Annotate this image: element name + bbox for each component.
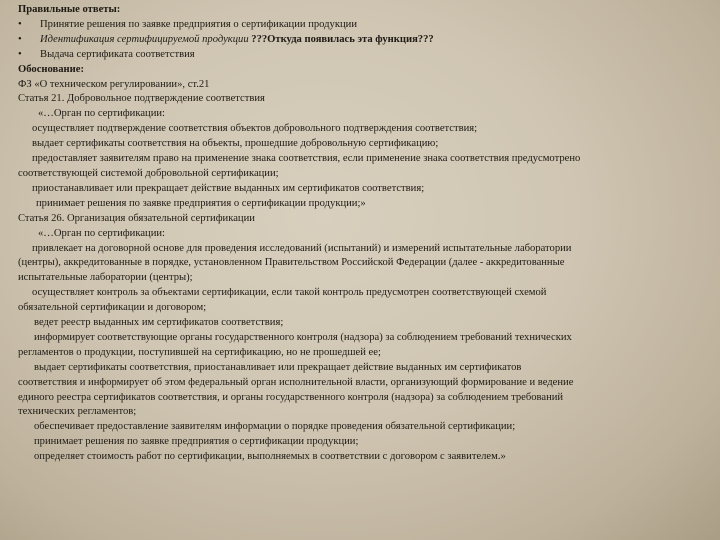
justification-heading: Обоснование:	[18, 63, 84, 75]
text-line: предоставляет заявителям право на применение знака соответствия, если применение знака соответствия предусмотрено	[32, 153, 581, 165]
text-line: выдает сертификаты соответствия на объекты, прошедшие добровольную сертификацию;	[32, 138, 439, 150]
text-line: выдает сертификаты соответствия, приостанавливает или прекращает действие выданных им сертификатов	[34, 361, 522, 373]
text-line: обеспечивает предоставление заявителям информации о порядке проведения обязательной сертификации;	[34, 421, 516, 433]
bullet-text: Принятие решения по заявке предприятия о сертификации продукции	[40, 18, 357, 30]
text-line: единого реестра сертификатов соответствия, и органы государственного контроля (надзора) за соблюдением требований	[18, 391, 564, 403]
text-line: принимает решения по заявке предприятия о сертификации продукции;»	[36, 197, 366, 209]
text-line: «…Орган по сертификации:	[38, 108, 165, 120]
slide-text-body	[18, 3, 708, 465]
bullet-item-3	[18, 48, 708, 63]
text-line: осуществляет подтверждение соответствия объектов добровольного подтверждения соответствия;	[32, 123, 478, 135]
text-line: регламентов о продукции, поступившей на сертификацию, но не прошедшей ее;	[18, 346, 381, 358]
text-line: обязательной сертификации и договором;	[18, 302, 207, 314]
text-line: приостанавливает или прекращает действие выданных им сертификатов соответствия;	[32, 182, 425, 194]
text-line: технических регламентов;	[18, 406, 137, 418]
text-line: принимает решения по заявке предприятия о сертификации продукции;	[34, 436, 359, 448]
bullet-item-1	[18, 18, 708, 33]
text-line: соответствия и информирует об этом федеральный орган исполнительной власти, организующий формирование и ведение	[18, 376, 574, 388]
bullet-marker: •	[18, 18, 22, 30]
text-line: соответствующей системой добровольной сертификации;	[18, 167, 279, 179]
bullet-marker: •	[18, 48, 22, 60]
text-line: информирует соответствующие органы государственного контроля (надзора) за соблюдением требований технических	[34, 331, 572, 343]
law-reference: ФЗ «О техническом регулировании», ст.21	[18, 78, 210, 90]
bullet-item-2	[18, 33, 708, 48]
answers-heading: Правильные ответы:	[18, 4, 121, 15]
bullet-marker: •	[18, 33, 22, 45]
text-line: «…Орган по сертификации:	[38, 227, 165, 239]
bullet-question-note: ???Откуда появилась эта функция???	[248, 33, 434, 45]
text-line: ведет реестр выданных им сертификатов соответствия;	[34, 317, 284, 329]
text-line: испытательные лаборатории (центры);	[18, 272, 193, 284]
article-26-title: Статья 26. Организация обязательной сертификации	[18, 212, 255, 224]
text-line: осуществляет контроль за объектами сертификации, если такой контроль предусмотрен соответствующей схемой	[32, 287, 547, 299]
article-21-title: Статья 21. Добровольное подтверждение соответствия	[18, 93, 265, 105]
text-line: привлекает на договорной основе для проведения исследований (испытаний) и измерений испытательные лаборатории	[32, 242, 572, 254]
text-line: определяет стоимость работ по сертификации, выполняемых в соответствии с договором с заявителем.»	[34, 451, 506, 463]
text-line: (центры), аккредитованные в порядке, установленном Правительством Российской Федерации (далее - аккредитованные	[18, 257, 565, 269]
bullet-text: Выдача сертификата соответствия	[40, 48, 195, 60]
bullet-text-italic: Идентификация сертифицируемой продукции	[40, 33, 249, 45]
